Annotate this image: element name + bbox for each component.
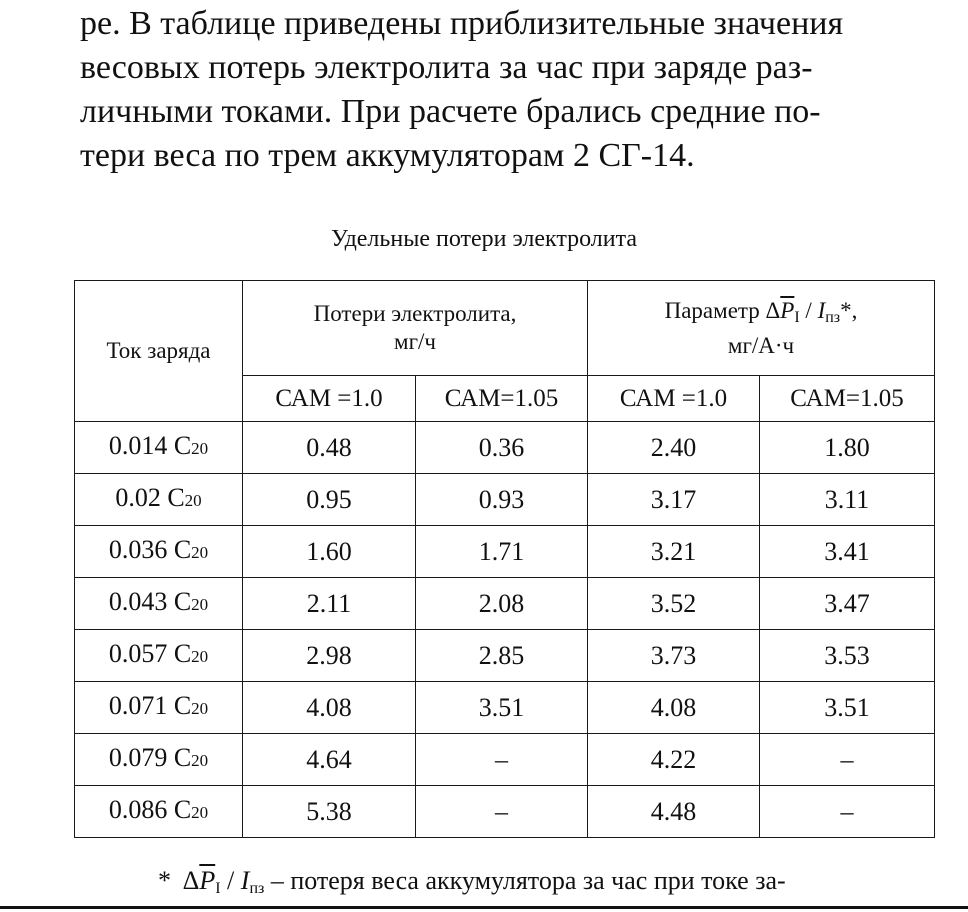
intro-line: весовых потерь электролита за час при заряде раз- — [80, 49, 813, 86]
intro-paragraph — [80, 2, 920, 178]
value-cell: 3.21 — [588, 526, 760, 578]
charge-current-cell: 0.043 C20 — [75, 578, 243, 630]
value-cell: 2.08 — [416, 578, 588, 630]
intro-line: личными токами. При расчете брались средние по- — [80, 93, 821, 130]
table-row — [75, 422, 935, 474]
header-parameter: Параметр $\Delta\overline{P}I / Iпз*$, мг/А·ч — [588, 281, 935, 376]
value-cell: 0.95 — [243, 474, 416, 526]
table-row — [75, 734, 935, 786]
value-cell: 2.98 — [243, 630, 416, 682]
value-cell: 0.48 — [243, 422, 416, 474]
table-row — [75, 786, 935, 838]
charge-current-cell: 0.079 C20 — [75, 734, 243, 786]
value-cell: 2.11 — [243, 578, 416, 630]
table-caption: Удельные потери электролита — [330, 226, 638, 252]
value-cell: 0.36 — [416, 422, 588, 474]
value-cell: 4.64 — [243, 734, 416, 786]
value-cell: 2.40 — [588, 422, 760, 474]
value-cell: – — [760, 734, 935, 786]
table-row — [75, 526, 935, 578]
value-cell: – — [760, 786, 935, 838]
table-row — [75, 630, 935, 682]
subheader-cell: САМ =1.0 — [243, 376, 416, 422]
charge-current-cell: 0.086 C20 — [75, 786, 243, 838]
value-cell: 3.11 — [760, 474, 935, 526]
charge-current-cell: 0.036 C20 — [75, 526, 243, 578]
value-cell: 4.08 — [243, 682, 416, 734]
footnote: * $\Delta\overline{P}I$ / Iпз – потеря веса аккумулятора за час при токе за- — [158, 866, 786, 897]
table-row — [75, 578, 935, 630]
subheader-cell: САМ=1.05 — [760, 376, 935, 422]
intro-line: ре. В таблице приведены приблизительные значения — [80, 5, 844, 42]
header-electrolyte-losses: Потери электролита, мг/ч — [243, 281, 588, 376]
value-cell: 5.38 — [243, 786, 416, 838]
value-cell: 4.22 — [588, 734, 760, 786]
bottom-rule — [0, 906, 968, 909]
electrolyte-loss-table — [74, 280, 935, 838]
value-cell: 2.85 — [416, 630, 588, 682]
value-cell: – — [416, 786, 588, 838]
table-row — [75, 474, 935, 526]
value-cell: 3.51 — [760, 682, 935, 734]
charge-current-cell: 0.014 C20 — [75, 422, 243, 474]
value-cell: 1.60 — [243, 526, 416, 578]
charge-current-cell: 0.071 C20 — [75, 682, 243, 734]
value-cell: 1.71 — [416, 526, 588, 578]
value-cell: 3.47 — [760, 578, 935, 630]
table-row — [75, 682, 935, 734]
value-cell: 3.73 — [588, 630, 760, 682]
value-cell: 1.80 — [760, 422, 935, 474]
intro-line: тери веса по трем аккумуляторам 2 СГ-14. — [80, 137, 695, 174]
value-cell: 3.53 — [760, 630, 935, 682]
value-cell: 3.41 — [760, 526, 935, 578]
charge-current-cell: 0.057 C20 — [75, 630, 243, 682]
value-cell: – — [416, 734, 588, 786]
header-charge-current: Ток заряда — [75, 281, 243, 422]
value-cell: 3.17 — [588, 474, 760, 526]
value-cell: 0.93 — [416, 474, 588, 526]
subheader-cell: САМ=1.05 — [416, 376, 588, 422]
value-cell: 3.51 — [416, 682, 588, 734]
value-cell: 4.48 — [588, 786, 760, 838]
subheader-cell: САМ =1.0 — [588, 376, 760, 422]
value-cell: 3.52 — [588, 578, 760, 630]
charge-current-cell: 0.02 C20 — [75, 474, 243, 526]
value-cell: 4.08 — [588, 682, 760, 734]
